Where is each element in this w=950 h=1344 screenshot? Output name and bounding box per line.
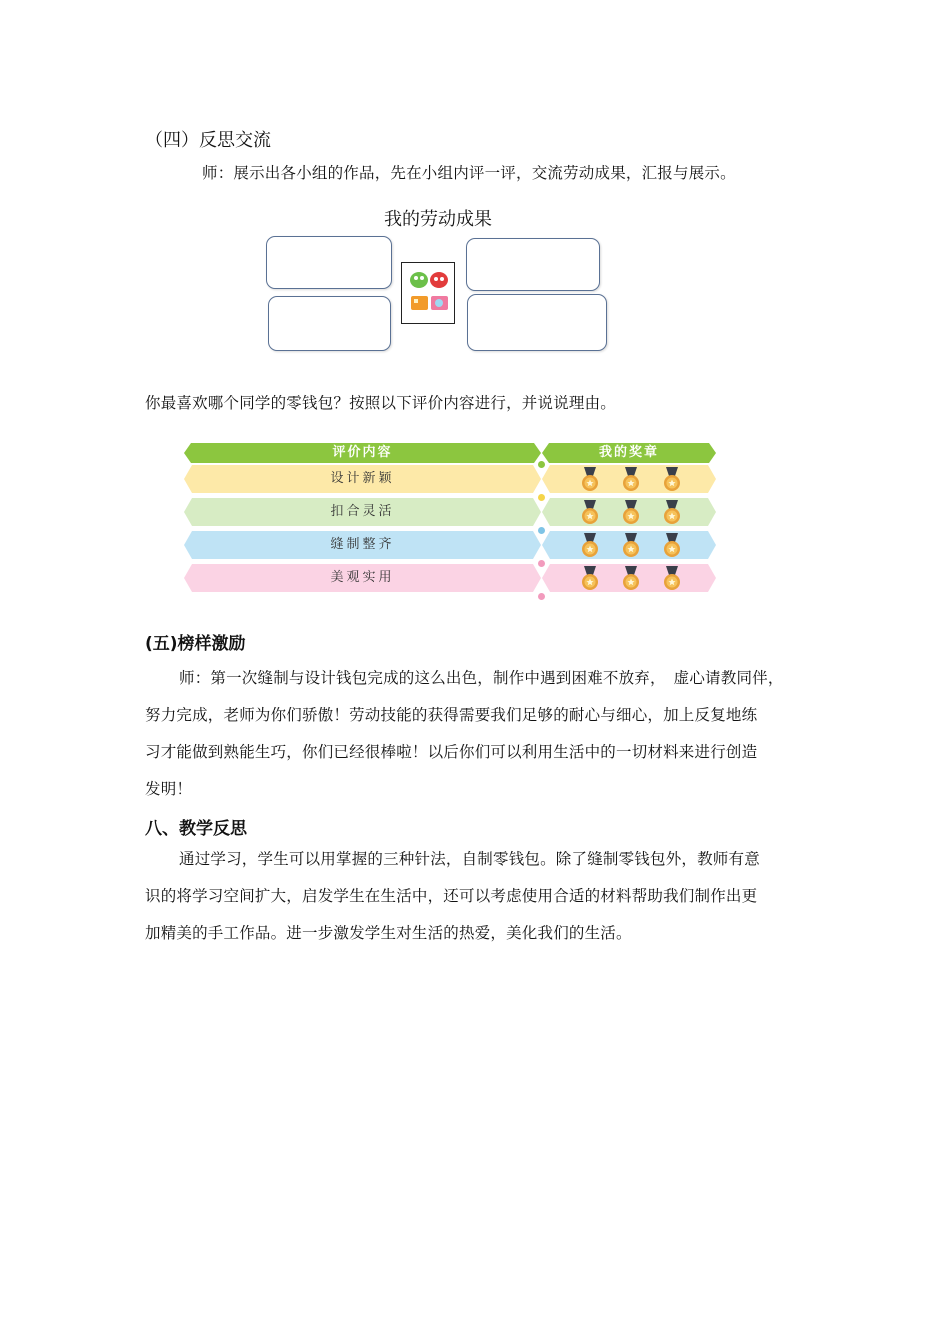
medal-icon	[579, 533, 601, 559]
criteria-label: 设计新颖	[330, 471, 395, 486]
medal-icon	[579, 566, 601, 592]
section8-line: 加精美的手工作品。进一步激发学生对生活的热爱，美化我们的生活。	[145, 924, 632, 942]
red-purse-icon	[430, 272, 448, 288]
section5-line: 努力完成，老师为你们骄傲！劳动技能的获得需要我们足够的耐心与细心，加上反复地练	[145, 706, 758, 724]
medal-row	[542, 465, 716, 493]
row-separator-dot	[538, 593, 545, 600]
criteria-row	[184, 498, 541, 526]
header-left	[184, 443, 541, 463]
criteria-row	[184, 531, 541, 559]
medal-icon	[620, 467, 642, 493]
figure-title: 我的劳动成果	[384, 209, 492, 230]
section8-line: 通过学习，学生可以用掌握的三种针法，自制零钱包。除了缝制零钱包外，教师有意	[179, 850, 760, 868]
medal-icon	[661, 533, 683, 559]
result-box-top-right	[466, 238, 600, 291]
header-right	[542, 443, 716, 463]
section5-heading: (五)榜样激励	[145, 634, 246, 654]
medal-icon	[661, 467, 683, 493]
criteria-row	[184, 564, 541, 592]
medal-icon	[661, 500, 683, 526]
green-purse-icon	[410, 272, 428, 288]
medal-icon	[620, 533, 642, 559]
criteria-label: 美观实用	[330, 570, 395, 585]
header-right-label: 我的奖章	[598, 445, 659, 460]
section8-heading: 八、教学反思	[145, 819, 247, 839]
pink-purse-icon	[431, 296, 448, 310]
result-box-bottom-left	[268, 296, 391, 351]
medal-row	[542, 498, 716, 526]
medal-icon	[579, 467, 601, 493]
section8-body	[145, 841, 825, 952]
section8-line: 识的将学习空间扩大，启发学生在生活中，还可以考虑使用合适的材料帮助我们制作出更	[145, 887, 758, 905]
medal-row	[542, 531, 716, 559]
medal-icon	[661, 566, 683, 592]
evaluation-table	[184, 443, 718, 598]
section4-teacher-line: 师：展示出各小组的作品，先在小组内评一评，交流劳动成果，汇报与展示。	[202, 164, 736, 182]
medal-icon	[620, 566, 642, 592]
criteria-label: 缝制整齐	[330, 537, 395, 552]
section5-line: 师：第一次缝制与设计钱包完成的这么出色，制作中遇到困难不放弃， 虚心请教同伴，	[179, 669, 784, 687]
evaluation-question: 你最喜欢哪个同学的零钱包？按照以下评价内容进行，并说说理由。	[145, 394, 617, 412]
criteria-label: 扣合灵活	[330, 504, 395, 519]
header-left-label: 评价内容	[332, 445, 393, 460]
purse-photo	[401, 262, 455, 324]
section4-heading: （四）反思交流	[145, 130, 271, 151]
criteria-row	[184, 465, 541, 493]
medal-icon	[579, 500, 601, 526]
result-box-top-left	[266, 236, 392, 289]
orange-purse-icon	[411, 296, 428, 310]
section5-body	[145, 660, 825, 808]
medal-icon	[620, 500, 642, 526]
result-box-bottom-right	[467, 294, 607, 351]
medal-row	[542, 564, 716, 592]
section5-line: 发明！	[145, 780, 193, 798]
section5-line: 习才能做到熟能生巧，你们已经很棒啦！以后你们可以利用生活中的一切材料来进行创造	[145, 743, 758, 761]
